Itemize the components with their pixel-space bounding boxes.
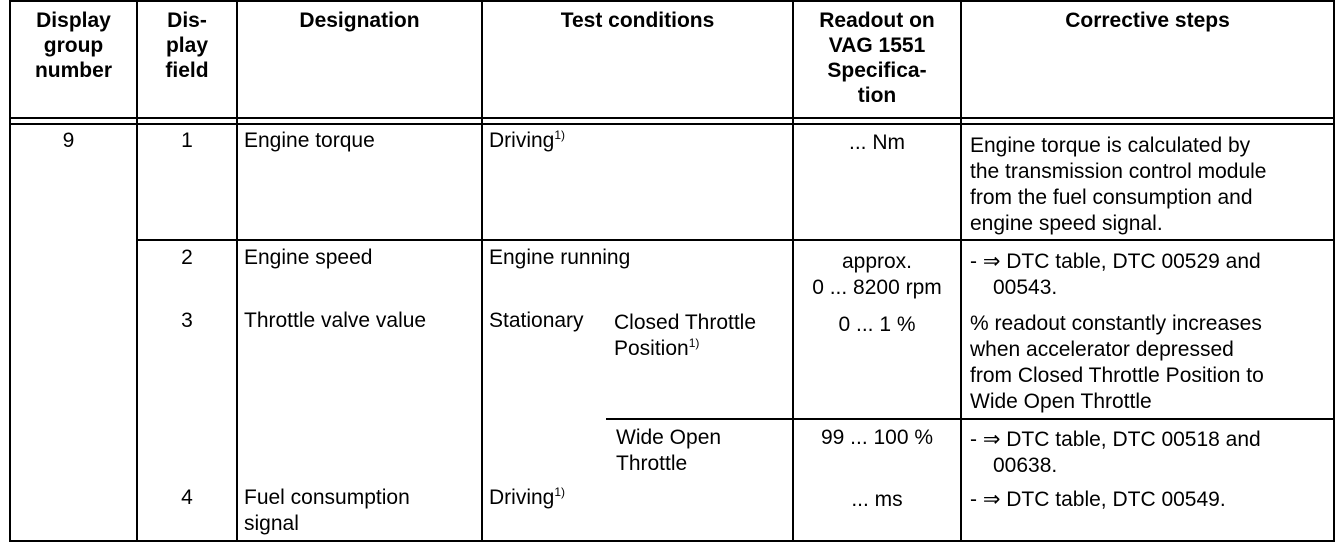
- row-2-condition: Engine running: [489, 246, 631, 269]
- row-2-readout: [794, 249, 960, 301]
- row-3-field: 3: [181, 309, 193, 332]
- row-3-sub-closed-throttle: [614, 310, 756, 362]
- header-text-line: Readout on: [819, 9, 935, 32]
- step-text-line: from the fuel consumption and: [970, 186, 1253, 209]
- header-display-field: [138, 8, 236, 83]
- step-text-line: Engine torque is calculated by: [970, 134, 1251, 157]
- table-border-right: [1333, 0, 1335, 542]
- header-text-line: number: [34, 59, 112, 82]
- header-text-line: Display: [36, 9, 111, 32]
- header-text-line: field: [165, 59, 209, 82]
- designation-line: signal: [244, 512, 299, 535]
- step-text-line: - ⇒ DTC table, DTC 00518 and: [970, 428, 1261, 451]
- footnote-mark: 1): [554, 485, 566, 499]
- row-4-designation: [244, 485, 410, 537]
- header-readout-specification: [794, 8, 960, 108]
- col-rule-2: [236, 0, 238, 542]
- col-rule-3: [481, 0, 483, 542]
- row-1-designation: Engine torque: [244, 129, 375, 152]
- row-3-readout-wide-open: 99 ... 100 %: [820, 426, 934, 449]
- row-3-sub-wide-open-throttle: [616, 425, 721, 477]
- table-border-bottom: [9, 540, 1335, 542]
- header-rule-1: [9, 117, 1335, 119]
- step-text-line: % readout constantly increases: [970, 312, 1262, 335]
- footnote-mark: 1): [688, 336, 700, 350]
- step-text-line: the transmission control module: [970, 160, 1267, 183]
- readout-line: 0 ... 8200 rpm: [812, 276, 942, 299]
- header-corrective-steps: [962, 8, 1333, 33]
- readout-line: approx.: [841, 250, 913, 273]
- header-text-line: group: [43, 34, 104, 57]
- header-text-line: Specifica-: [827, 59, 927, 82]
- row-1-condition: [489, 128, 565, 154]
- designation-line: Fuel consumption: [244, 486, 410, 509]
- sub-condition-line: Closed Throttle: [614, 311, 757, 334]
- step-text-line: Wide Open Throttle: [970, 390, 1152, 413]
- step-text-line: 00543.: [993, 276, 1058, 299]
- row-3-designation: Throttle valve value: [244, 309, 427, 332]
- footnote-mark: 1): [554, 128, 566, 142]
- row-3-corrective-steps-closed: [970, 311, 1264, 415]
- condition-text: Driving: [489, 129, 555, 152]
- row-1-readout: ... Nm: [849, 131, 905, 154]
- step-text-line: - ⇒ DTC table, DTC 00529 and: [970, 250, 1261, 273]
- header-text-line: play: [165, 34, 209, 57]
- group-number: 9: [62, 129, 75, 152]
- condition-text: Driving: [489, 486, 555, 509]
- sub-condition-line: Throttle: [616, 452, 688, 475]
- table-border-top: [9, 0, 1335, 2]
- header-text-line: Dis-: [167, 9, 207, 32]
- sub-condition-line: [614, 336, 756, 362]
- header-test-conditions: [483, 8, 792, 33]
- row-rule-sub: [606, 418, 1335, 420]
- row-4-condition: [489, 485, 565, 511]
- header-rule-2: [9, 123, 1335, 125]
- header-designation: [238, 8, 481, 33]
- header-text-line: Corrective steps: [1065, 9, 1230, 32]
- step-text-line: 00638.: [993, 454, 1058, 477]
- header-text-line: Designation: [299, 9, 420, 32]
- row-4-field: 4: [181, 486, 193, 509]
- row-3-readout-closed: 0 ... 1 %: [838, 313, 916, 336]
- sub-condition-text: Position: [614, 337, 689, 360]
- row-3-corrective-steps-wide-open: [970, 427, 1261, 479]
- step-text-line: when accelerator depressed: [970, 338, 1234, 361]
- row-1-field: 1: [181, 129, 193, 152]
- header-display-group-number: [11, 8, 136, 83]
- header-text-line: VAG 1551: [828, 34, 926, 57]
- row-4-readout: ... ms: [851, 488, 903, 511]
- sub-condition-line: Wide Open: [616, 426, 722, 449]
- col-rule-5: [960, 0, 962, 542]
- row-2-corrective-steps: [970, 249, 1261, 301]
- row-rule-1: [136, 239, 1335, 241]
- row-2-designation: Engine speed: [244, 246, 373, 269]
- row-4-corrective-steps: - ⇒ DTC table, DTC 00549.: [970, 488, 1226, 511]
- row-2-field: 2: [181, 246, 193, 269]
- row-1-corrective-steps: [970, 133, 1266, 237]
- header-text-line: Test conditions: [560, 9, 715, 32]
- header-text-line: tion: [857, 84, 897, 107]
- step-text-line: from Closed Throttle Position to: [970, 364, 1264, 387]
- step-text-line: engine speed signal.: [970, 212, 1163, 235]
- row-3-condition: Stationary: [489, 309, 584, 332]
